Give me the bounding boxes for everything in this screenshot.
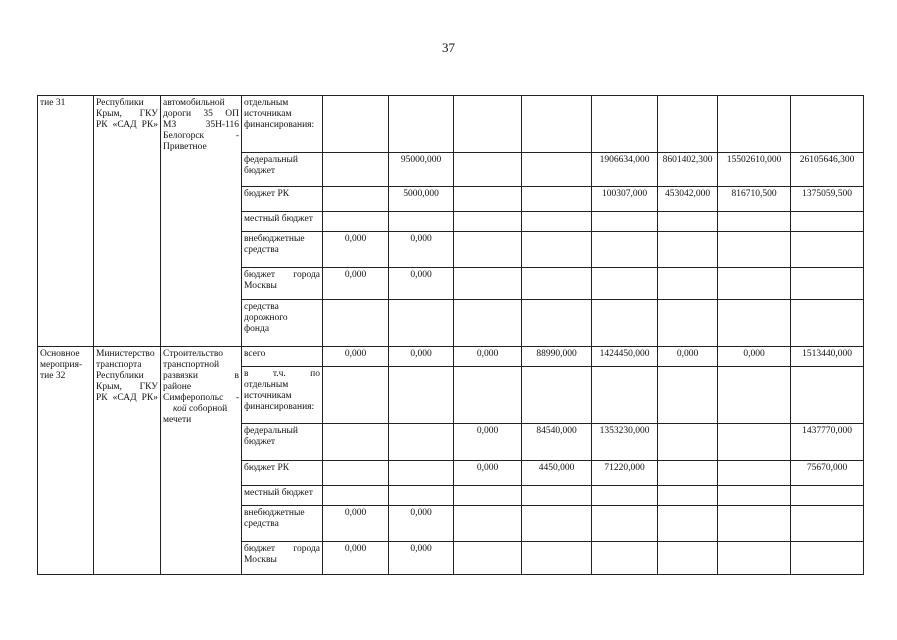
value-cell: 84540,000 (522, 424, 592, 461)
value-cell (389, 367, 454, 424)
section1-object-cell (161, 96, 242, 347)
value-cell (522, 300, 592, 347)
section2-object-cell-line: развязки в (163, 371, 239, 381)
budget-table (37, 95, 864, 575)
funding-source-cell (242, 212, 323, 232)
value-cell (791, 232, 864, 268)
funding-source-cell-line: бюджет города (244, 544, 320, 554)
value-cell: 0,000 (454, 424, 522, 461)
value-cell (323, 153, 389, 187)
funding-source-cell (242, 424, 323, 461)
value-cell (791, 542, 864, 575)
value-cell: 4450,000 (522, 461, 592, 486)
value-cell (658, 212, 718, 232)
value-cell: 0,000 (389, 232, 454, 268)
funding-source-cell-line: средства (244, 519, 279, 529)
funding-source-cell (242, 461, 323, 486)
section2-executor-cell (94, 347, 161, 575)
value-cell (323, 367, 389, 424)
value-cell (522, 268, 592, 300)
section2-executor-cell-line: транспорта (96, 360, 142, 370)
value-cell (522, 486, 592, 506)
funding-source-cell-line: средства (244, 302, 279, 312)
funding-source-cell-line: источникам (244, 391, 292, 401)
value-cell (791, 96, 864, 153)
value-cell: 0,000 (323, 268, 389, 300)
funding-source-cell-line: Москвы (244, 555, 277, 565)
funding-source-cell (242, 187, 323, 212)
funding-source-cell-line: отдельным (244, 380, 289, 390)
value-cell (658, 486, 718, 506)
value-cell (522, 187, 592, 212)
value-cell: 5000,000 (389, 187, 454, 212)
value-cell (389, 461, 454, 486)
funding-source-cell-line: фонда (244, 324, 270, 334)
value-cell: 453042,000 (658, 187, 718, 212)
value-cell (791, 506, 864, 542)
funding-source-cell (242, 96, 323, 153)
value-cell: 100307,000 (592, 187, 658, 212)
section2-object-cell-line: Строительство (163, 349, 224, 359)
value-cell (658, 506, 718, 542)
value-cell (592, 212, 658, 232)
value-cell (658, 542, 718, 575)
funding-source-cell-line: федеральный (244, 426, 298, 436)
object-line: соборной (186, 404, 228, 414)
funding-source-cell-line: бюджет РК (244, 463, 290, 473)
value-cell (454, 300, 522, 347)
value-cell (592, 506, 658, 542)
value-cell (718, 486, 791, 506)
value-cell: 0,000 (718, 347, 791, 367)
value-cell: 75670,000 (791, 461, 864, 486)
value-cell (658, 268, 718, 300)
value-cell (718, 506, 791, 542)
funding-source-cell (242, 367, 323, 424)
funding-source-cell-line: местный бюджет (244, 214, 313, 224)
value-cell (592, 300, 658, 347)
value-cell: 1375059,500 (791, 187, 864, 212)
value-cell (718, 96, 791, 153)
value-cell (718, 268, 791, 300)
value-cell: 0,000 (454, 347, 522, 367)
value-cell (791, 367, 864, 424)
section2-executor-cell-line: РК «САД РК» (96, 393, 158, 403)
section1-executor-cell-line: РК «САД РК» (96, 120, 158, 130)
value-cell (323, 187, 389, 212)
section1-executor-cell-line: Крым, ГКУ (96, 109, 158, 119)
value-cell (658, 232, 718, 268)
value-cell (323, 300, 389, 347)
section1-object-cell-line: дороги 35 ОП (163, 109, 239, 119)
section1-executor-cell (94, 96, 161, 347)
value-cell (454, 187, 522, 212)
funding-source-cell-line: отдельным (244, 98, 289, 108)
value-cell (454, 153, 522, 187)
value-cell (718, 212, 791, 232)
funding-source-cell-line: бюджет города (244, 270, 320, 280)
funding-source-cell-line: финансирования: (244, 402, 315, 412)
table-row (38, 347, 864, 367)
value-cell (454, 212, 522, 232)
value-cell (791, 212, 864, 232)
value-cell (389, 96, 454, 153)
section1-object-cell-line: МЗ 35Н-116 (163, 120, 239, 130)
value-cell: 1906634,000 (592, 153, 658, 187)
funding-source-cell (242, 232, 323, 268)
table-row (38, 96, 864, 153)
value-cell (718, 424, 791, 461)
value-cell: 15502610,000 (718, 153, 791, 187)
value-cell (592, 268, 658, 300)
value-cell (592, 96, 658, 153)
funding-source-cell-line: бюджет РК (244, 189, 290, 199)
value-cell (718, 542, 791, 575)
value-cell: 26105646,300 (791, 153, 864, 187)
value-cell: 0,000 (323, 232, 389, 268)
handwritten-correction: кой (173, 404, 187, 414)
value-cell (323, 461, 389, 486)
section1-event-cell-line: тие 31 (40, 98, 66, 108)
value-cell (658, 367, 718, 424)
funding-source-cell-line: федеральный (244, 155, 298, 165)
value-cell (658, 300, 718, 347)
object-line: мечети (163, 415, 192, 425)
value-cell: 88990,000 (522, 347, 592, 367)
value-cell (389, 212, 454, 232)
value-cell: 95000,000 (389, 153, 454, 187)
section2-event-cell-line: мероприя- (40, 360, 83, 370)
funding-source-cell-line: местный бюджет (244, 488, 313, 498)
value-cell (454, 486, 522, 506)
value-cell (522, 367, 592, 424)
section2-object-cell (161, 347, 242, 575)
section2-executor-cell-line: Крым, ГКУ (96, 382, 158, 392)
value-cell (454, 268, 522, 300)
value-cell (454, 96, 522, 153)
value-cell: 1353230,000 (592, 424, 658, 461)
value-cell (522, 506, 592, 542)
funding-source-cell-line: Москвы (244, 281, 277, 291)
section2-event-cell-line: Основное (40, 349, 80, 359)
value-cell (454, 367, 522, 424)
section1-event-cell (38, 96, 94, 347)
funding-source-cell-line: внебюджетные (244, 508, 305, 518)
value-cell (718, 232, 791, 268)
value-cell (522, 96, 592, 153)
value-cell: 8601402,300 (658, 153, 718, 187)
value-cell (658, 461, 718, 486)
value-cell: 0,000 (389, 268, 454, 300)
value-cell: 0,000 (323, 506, 389, 542)
value-cell (454, 542, 522, 575)
funding-source-cell (242, 486, 323, 506)
funding-source-cell-line: в т.ч. по (244, 369, 320, 379)
value-cell: 0,000 (454, 461, 522, 486)
section1-object-cell-line: Приветное (163, 142, 207, 152)
funding-source-cell-line: дорожного (244, 313, 288, 323)
value-cell (592, 232, 658, 268)
funding-source-cell (242, 347, 323, 367)
value-cell: 0,000 (389, 506, 454, 542)
section2-executor-cell-line: Министерство (96, 349, 155, 359)
value-cell (658, 96, 718, 153)
section2-object-cell-line: районе (163, 382, 192, 392)
section1-object-cell-line: Белогорск - (163, 131, 239, 141)
funding-source-cell-line: источникам (244, 109, 292, 119)
value-cell: 1424450,000 (592, 347, 658, 367)
funding-source-cell-line: всего (244, 349, 266, 359)
object-handwritten-line (163, 404, 239, 415)
value-cell: 1437770,000 (791, 424, 864, 461)
value-cell: 0,000 (389, 542, 454, 575)
section1-object-cell-line: автомобильной (163, 98, 225, 108)
section2-event-cell-line: тие 32 (40, 371, 66, 381)
section2-executor-cell-line: Республики (96, 371, 144, 381)
funding-source-cell (242, 542, 323, 575)
page-number: 37 (442, 40, 455, 55)
value-cell (522, 232, 592, 268)
value-cell (592, 367, 658, 424)
value-cell (592, 486, 658, 506)
section1-executor-cell-line: Республики (96, 98, 144, 108)
value-cell (454, 232, 522, 268)
value-cell (323, 96, 389, 153)
value-cell (522, 212, 592, 232)
value-cell (522, 542, 592, 575)
value-cell (323, 486, 389, 506)
value-cell (718, 300, 791, 347)
value-cell: 0,000 (323, 347, 389, 367)
value-cell (592, 542, 658, 575)
funding-source-cell (242, 300, 323, 347)
value-cell: 816710,500 (718, 187, 791, 212)
value-cell (389, 300, 454, 347)
value-cell: 71220,000 (592, 461, 658, 486)
value-cell (389, 486, 454, 506)
value-cell (791, 300, 864, 347)
value-cell (454, 506, 522, 542)
value-cell: 0,000 (323, 542, 389, 575)
value-cell (522, 153, 592, 187)
value-cell: 1513440,000 (791, 347, 864, 367)
value-cell: 0,000 (389, 347, 454, 367)
value-cell (658, 424, 718, 461)
value-cell (791, 268, 864, 300)
section2-event-cell (38, 347, 94, 575)
value-cell (323, 424, 389, 461)
funding-source-cell (242, 268, 323, 300)
funding-source-cell (242, 153, 323, 187)
value-cell: 0,000 (658, 347, 718, 367)
funding-source-cell (242, 506, 323, 542)
value-cell (791, 486, 864, 506)
section2-object-cell-line: Симферопольс - (163, 393, 239, 403)
funding-source-cell-line: средства (244, 245, 279, 255)
value-cell (323, 212, 389, 232)
value-cell (389, 424, 454, 461)
funding-source-cell-line: внебюджетные (244, 234, 305, 244)
funding-source-cell-line: бюджет (244, 166, 276, 176)
value-cell (718, 461, 791, 486)
section2-object-cell-line: транспортной (163, 360, 220, 370)
funding-source-cell-line: бюджет (244, 437, 276, 447)
funding-source-cell-line: финансирования: (244, 120, 315, 130)
value-cell (718, 367, 791, 424)
